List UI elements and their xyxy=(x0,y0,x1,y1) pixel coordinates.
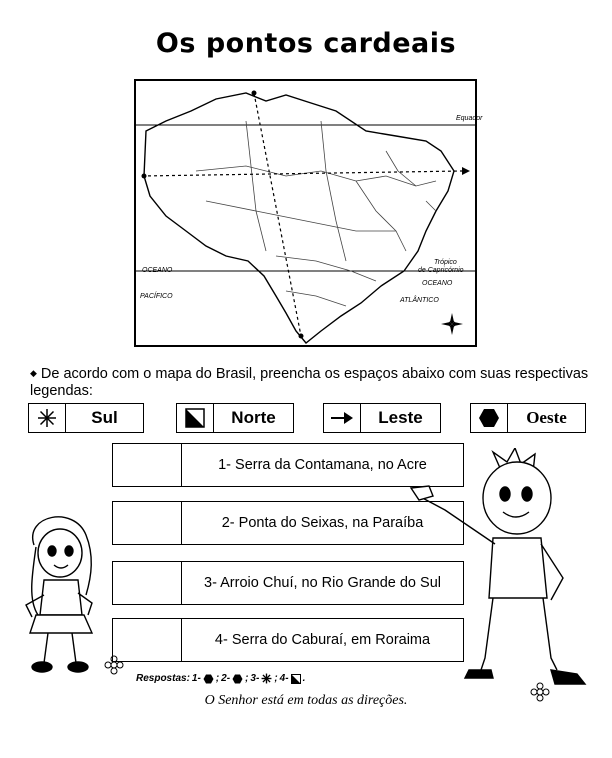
legend-leste xyxy=(323,403,441,433)
instruction-label: De acordo com o mapa do Brasil, preencha os espaços abaixo com suas respectivas legendas: xyxy=(30,366,589,399)
answer-num: 2- xyxy=(221,673,231,684)
arrow-right-icon xyxy=(324,404,361,432)
answer-sep: ; xyxy=(245,673,249,684)
legend-norte xyxy=(176,403,294,433)
compass-rose-icon xyxy=(441,313,463,335)
legend-sul xyxy=(28,403,144,433)
answer-sep: ; xyxy=(215,673,220,684)
hexagon-icon xyxy=(203,674,214,684)
girl-illustration xyxy=(14,505,110,680)
tropic-label-line2: de Capricórnio xyxy=(418,267,464,274)
asterisk-icon xyxy=(29,404,66,432)
half-square-icon xyxy=(291,674,301,684)
boy-illustration xyxy=(405,448,600,703)
brazil-map-drawing xyxy=(136,81,475,345)
legend-label: Sul xyxy=(91,408,118,427)
ocean-right-label: OCEANO xyxy=(422,280,453,287)
answer-sep: . xyxy=(302,673,306,684)
flower-icon xyxy=(530,682,560,702)
instruction-text xyxy=(30,365,595,400)
answers-line xyxy=(136,673,305,684)
hexagon-icon xyxy=(232,674,243,684)
legend-label: Leste xyxy=(378,408,423,427)
answer-num: 4- xyxy=(279,673,289,684)
question-text: 4- Serra do Caburaí, em Roraima xyxy=(214,632,431,648)
answer-box[interactable] xyxy=(113,502,182,544)
pacific-label: PACÍFICO xyxy=(140,293,173,300)
tropic-label-line1: Trópico xyxy=(434,259,457,266)
equator-label: Equador xyxy=(456,115,483,122)
ocean-left-label: OCEANO xyxy=(142,267,173,274)
legend-label: Oeste xyxy=(526,408,567,427)
question-text: 2- Ponta do Seixas, na Paraíba xyxy=(221,515,424,531)
asterisk-icon xyxy=(261,673,272,684)
answer-box[interactable] xyxy=(113,444,182,486)
answer-num: 3- xyxy=(250,673,260,684)
question-text: 3- Arroio Chuí, no Rio Grande do Sul xyxy=(204,575,441,591)
atlantic-label: ATLÂNTICO xyxy=(400,297,439,304)
hexagon-icon xyxy=(471,404,508,432)
diamond-bullet-icon: ◆ xyxy=(30,368,37,378)
question-text: 1- Serra da Contamana, no Acre xyxy=(218,457,427,473)
footer-text: O Senhor está em todas as direções. xyxy=(204,693,408,708)
legend-oeste xyxy=(470,403,586,433)
answer-num: 1- xyxy=(191,673,201,684)
legend-label: Norte xyxy=(231,408,276,427)
brazil-map xyxy=(134,79,483,347)
answer-sep: ; xyxy=(274,673,278,684)
answers-label: Respostas: xyxy=(136,673,190,684)
flower-icon xyxy=(104,655,134,675)
answer-box[interactable] xyxy=(113,562,182,604)
page-title: Os pontos cardeais xyxy=(155,28,457,59)
half-square-icon xyxy=(177,404,214,432)
